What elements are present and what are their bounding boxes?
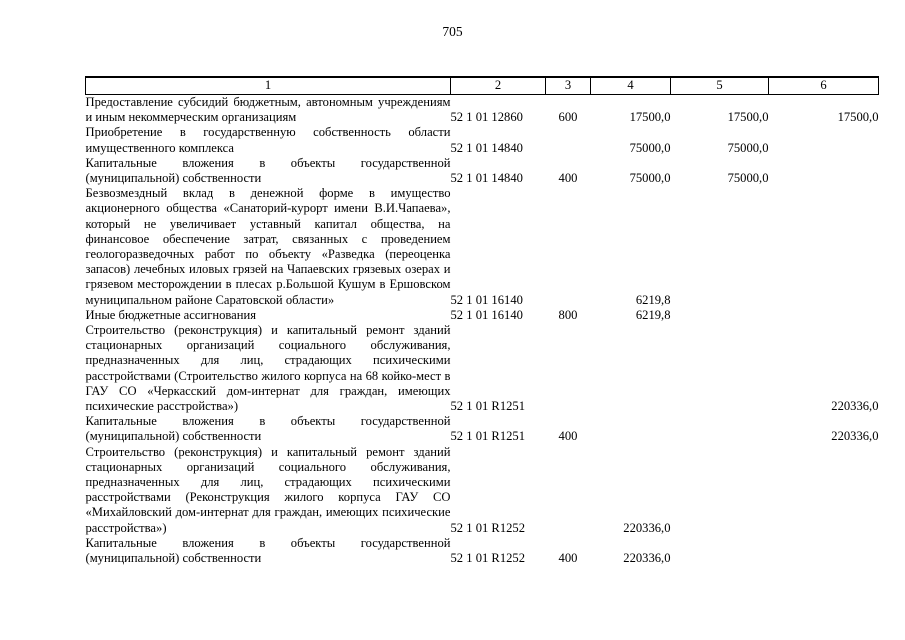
- row-amount-col5: 75000,0: [727, 171, 769, 186]
- table-row: [86, 445, 879, 536]
- row-description: Приобретение в государственную собственность области имущественного комплекса: [85, 125, 451, 155]
- row-amount-col6: [769, 308, 879, 323]
- row-expense-type: 600: [558, 110, 578, 125]
- row-amount-col5: 75000,0: [727, 140, 769, 155]
- table-row: [86, 414, 879, 444]
- row-amount-col6: 220336,0: [831, 399, 879, 414]
- row-code: 52 1 01 16140: [450, 307, 523, 322]
- row-amount-col5: [671, 308, 769, 323]
- row-expense-type: 400: [558, 171, 578, 186]
- budget-table: [85, 76, 879, 566]
- row-description: Предоставление субсидий бюджетным, автономным учреждениям и иным некоммерческим организациям: [85, 95, 451, 125]
- table-row: [86, 536, 879, 566]
- row-amount-col5: [671, 414, 769, 444]
- row-code: 52 1 01 R1251: [450, 399, 526, 414]
- row-code: 52 1 01 12860: [450, 110, 523, 125]
- row-expense-type: [546, 323, 591, 414]
- table-body: [86, 95, 879, 567]
- row-expense-type: 400: [558, 551, 578, 566]
- row-description: Капитальные вложения в объекты государственной (муниципальной) собственности: [85, 535, 451, 566]
- row-amount-col4: 75000,0: [629, 140, 671, 155]
- table-row: [86, 308, 879, 323]
- row-amount-col4: [591, 414, 671, 444]
- row-amount-col6: [769, 186, 879, 308]
- row-amount-col5: 17500,0: [727, 110, 769, 125]
- row-expense-type: 800: [558, 307, 578, 322]
- row-description: Капитальные вложения в объекты государственной (муниципальной) собственности: [85, 414, 451, 444]
- table-row: [86, 125, 879, 155]
- row-code: 52 1 01 16140: [450, 292, 523, 307]
- row-description: Строительство (реконструкция) и капитальный ремонт зданий стационарных организаций социального обслуживания, предназначенных для лиц, страдающих психическими расстройствами (Строительство жилого корпуса на 68 койко-мест в ГАУ СО «Черкасский дом-интернат для граждан, имеющих психические расстройства»): [85, 323, 451, 414]
- table-row: [86, 186, 879, 308]
- row-amount-col4: 75000,0: [629, 171, 671, 186]
- row-code: 52 1 01 14840: [450, 140, 523, 155]
- row-amount-col4: 220336,0: [623, 520, 671, 535]
- row-amount-col6: [769, 125, 879, 155]
- row-expense-type: 400: [558, 429, 578, 444]
- row-amount-col6: [769, 156, 879, 186]
- column-header-1: 1: [86, 77, 451, 95]
- column-header-6: 6: [769, 77, 879, 95]
- row-description: Капитальные вложения в объекты государственной (муниципальной) собственности: [85, 155, 451, 186]
- row-description: Безвозмездный вклад в денежной форме в имущество акционерного общества «Санаторий-курорт имени В.И.Чапаева», который не увеличивает уставный капитал общества, на финансовое обеспечение затрат, связанных с проведением геологоразведочных работ по объекту «Разведка (переоценка запасов) лечебных иловых грязей на Чапаевских грязевых озерах и грязевом месторождении в плесах р.Большой Кушум в Ершовском муниципальном районе Саратовской области»: [85, 186, 451, 307]
- column-header-4: 4: [591, 77, 671, 95]
- row-amount-col6: 17500,0: [837, 110, 879, 125]
- row-code: 52 1 01 R1252: [450, 551, 526, 566]
- table-header-row: [86, 77, 879, 95]
- row-expense-type: [546, 186, 591, 308]
- row-amount-col4: 17500,0: [629, 110, 671, 125]
- row-amount-col6: 220336,0: [831, 429, 879, 444]
- row-description: Иные бюджетные ассигнования: [85, 307, 257, 322]
- row-expense-type: [546, 445, 591, 536]
- page-number: 705: [442, 24, 463, 39]
- row-amount-col4: [591, 323, 671, 414]
- row-amount-col5: [671, 445, 769, 536]
- row-amount-col6: [769, 536, 879, 566]
- row-amount-col4: 6219,8: [635, 292, 671, 307]
- row-code: 52 1 01 R1251: [450, 429, 526, 444]
- row-amount-col4: 6219,8: [635, 307, 671, 322]
- column-header-2: 2: [451, 77, 546, 95]
- column-header-3: 3: [546, 77, 591, 95]
- row-expense-type: [546, 125, 591, 155]
- table-row: [86, 95, 879, 126]
- row-amount-col4: 220336,0: [623, 551, 671, 566]
- table-row: [86, 323, 879, 414]
- row-code: 52 1 01 14840: [450, 171, 523, 186]
- row-amount-col5: [671, 536, 769, 566]
- row-amount-col6: [769, 445, 879, 536]
- table-row: [86, 156, 879, 186]
- table-header: [86, 77, 879, 95]
- row-amount-col5: [671, 323, 769, 414]
- row-description: Строительство (реконструкция) и капитальный ремонт зданий стационарных организаций социального обслуживания, предназначенных для лиц, страдающих психическими расстройствами (Реконструкция жилого корпуса ГАУ СО «Михайловский дом-интернат для граждан, имеющих психические расстройства»): [85, 444, 451, 535]
- row-code: 52 1 01 R1252: [450, 520, 526, 535]
- column-header-5: 5: [671, 77, 769, 95]
- row-amount-col5: [671, 186, 769, 308]
